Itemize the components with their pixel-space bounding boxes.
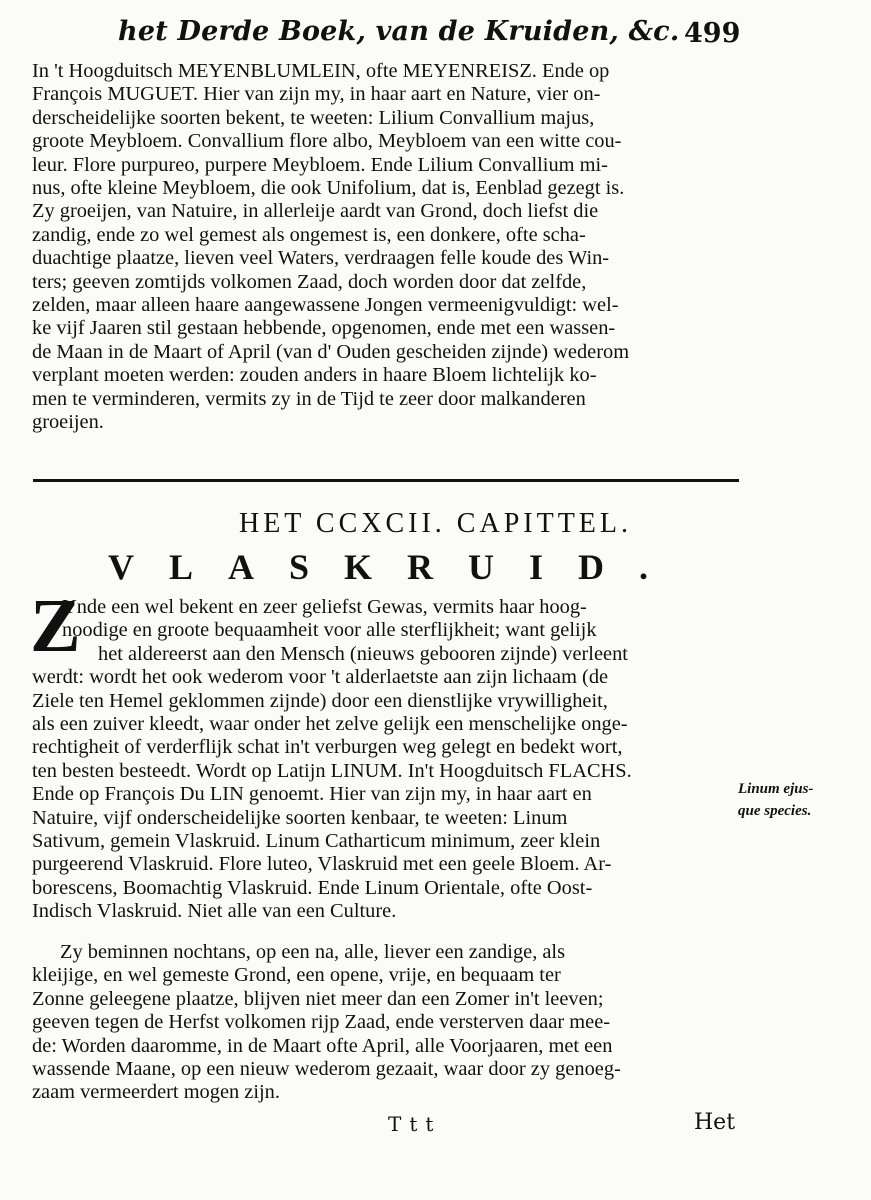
title-letter: S: [288, 547, 309, 587]
text-line: zaam vermeerdert mogen zijn.: [32, 1081, 280, 1104]
text-line: ke vijf Jaaren stil gestaan hebbende, opgenomen, ende met een wassen-: [32, 317, 616, 340]
title-letter: L: [168, 547, 193, 587]
text-line: ters; geeven zomtijds volkomen Zaad, doch worden door dat zelfde,: [32, 270, 587, 293]
text-line: Ynde een wel bekent en zeer geliefst Gewas, vermits haar hoog-: [62, 596, 587, 618]
text-line: Zy beminnen nochtans, op een na, alle, liever een zandige, als: [60, 941, 566, 963]
text-line: Sativum, gemein Vlaskruid. Linum Catharticum minimum, zeer klein: [32, 830, 601, 853]
text-line: Ziele ten Hemel geklommen zijnde) door een dienstlijke vrywilligheit,: [32, 689, 608, 712]
text-line: groote Meybloem. Convallium flore albo, Meybloem van een witte cou-: [32, 130, 622, 153]
title-letter: I: [528, 547, 543, 587]
text-line: duachtige plaatze, lieven veel Waters, verdraagen felle koude des Win-: [32, 247, 610, 270]
text-line: zandig, ende zo wel gemest als ongemest is, een donkere, ofte scha-: [32, 223, 586, 246]
title-letter: R: [406, 547, 433, 587]
text-line: noodige en groote bequaamheit voor alle sterflijkheit; want gelijk: [62, 619, 597, 642]
text-line: In 't Hoogduitsch MEYENBLUMLEIN, ofte MEYENREISZ. Ende op: [32, 60, 610, 82]
title-letter: K: [343, 547, 372, 587]
title-letter: V: [108, 547, 134, 587]
title-letter: U: [467, 547, 494, 587]
text-line: François MUGUET. Hier van zijn my, in haar aart en Nature, vier on-: [32, 83, 601, 106]
text-line: nus, ofte kleine Meybloem, die ook Unifolium, dat is, Eenblad gezegt is.: [32, 177, 625, 200]
section-divider: [33, 479, 739, 482]
signature-mark: Ttt: [388, 1112, 442, 1136]
chapter-paragraph: [32, 596, 744, 924]
text-line: als een zuiver kleedt, waar onder het zelve gelijk een menschelijke onge-: [32, 713, 628, 736]
text-line: derscheidelijke soorten bekent, te weeten: Lilium Convallium majus,: [32, 106, 595, 129]
text-line: verplant moeten werden: zouden anders in haare Bloem lichtelijk ko-: [32, 364, 597, 387]
intro-paragraph: [32, 60, 732, 435]
text-line: de: Worden daaromme, in de Maart ofte April, alle Voorjaaren, met een: [32, 1034, 613, 1057]
text-line: purgeerend Vlaskruid. Flore luteo, Vlaskruid met een geele Bloem. Ar-: [32, 853, 612, 876]
margin-note: [738, 778, 813, 822]
title-letter: A: [227, 547, 254, 587]
text-line: zelden, maar alleen haare aangewassene Jongen vermeenigvuldigt: wel-: [32, 294, 619, 317]
text-line: het aldereerst aan den Mensch (nieuws gebooren zijnde) verleent: [98, 642, 628, 665]
title-letter: D: [577, 547, 604, 587]
text-line: geeven tegen de Herfst volkomen rijp Zaad, ende versterven daar mee-: [32, 1011, 611, 1034]
text-line: Ende op François Du LIN genoemt. Hier van zijn my, in haar aart en: [32, 783, 592, 806]
text-line: Indisch Vlaskruid. Niet alle van een Culture.: [32, 900, 397, 923]
chapter-title: [108, 546, 648, 588]
drop-cap: Z: [30, 584, 81, 668]
text-line: Natuire, vijf onderscheidelijke soorten kenbaar, te weeten: Linum: [32, 806, 568, 829]
page-number: 499: [684, 18, 741, 49]
text-line: rechtigheit of verderflijk schat in't verburgen weg gelegt en bedekt wort,: [32, 736, 623, 759]
text-line: Zy groeijen, van Natuire, in allerleije aardt van Grond, doch liefst die: [32, 200, 599, 223]
closing-paragraph: [32, 941, 744, 1105]
text-line: groeijen.: [32, 411, 104, 434]
margin-note-line: que species.: [738, 803, 812, 819]
catchword: Het: [694, 1110, 736, 1135]
text-line: borescens, Boomachtig Vlaskruid. Ende Linum Orientale, ofte Oost-: [32, 876, 593, 899]
running-head: het Derde Boek, van de Kruiden, &c.: [118, 16, 680, 47]
text-line: leur. Flore purpureo, purpere Meybloem. Ende Lilium Convallium mi-: [32, 153, 608, 176]
text-line: men te verminderen, vermits zy in de Tijd te zeer door malkanderen: [32, 387, 586, 410]
text-line: de Maan in de Maart of April (van d' Ouden gescheiden zijnde) wederom: [32, 340, 630, 363]
text-line: wassende Maane, op een nieuw wederom gezaait, waar door zy genoeg-: [32, 1058, 621, 1081]
text-line: kleijige, en wel gemeste Grond, een opene, vrije, en bequaam ter: [32, 964, 561, 987]
chapter-heading: HET CCXCII. CAPITTEL.: [238, 508, 633, 539]
text-line: werdt: wordt het ook wederom voor 't alderlaetste aan zijn lichaam (de: [32, 666, 609, 689]
text-line: Zonne geleegene plaatze, blijven niet meer dan een Zomer in't leeven;: [32, 987, 604, 1010]
title-letter: .: [638, 547, 648, 587]
text-line: ten besten besteedt. Wordt op Latijn LINUM. In't Hoogduitsch FLACHS.: [32, 759, 632, 782]
margin-note-line: Linum ejus-: [738, 781, 814, 797]
